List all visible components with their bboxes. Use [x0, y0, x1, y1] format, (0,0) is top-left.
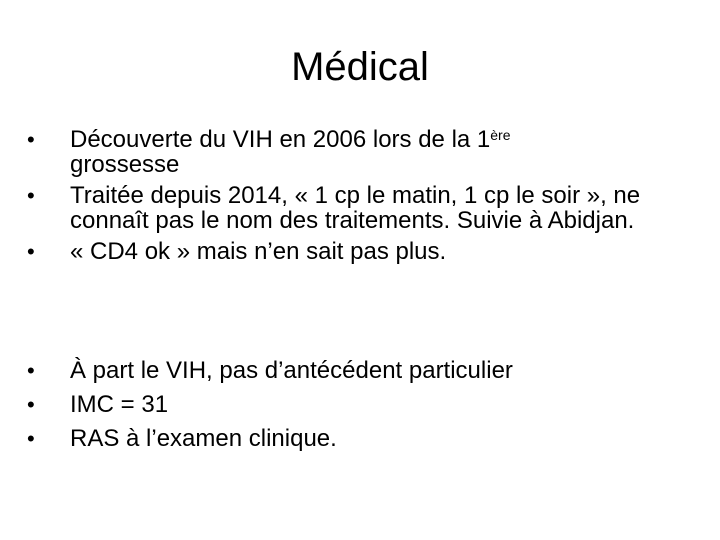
list-item-text: « CD4 ok » mais n’en sait pas plus.	[70, 238, 447, 265]
bullet-icon: •	[27, 183, 35, 208]
list-item	[0, 388, 720, 422]
superscript-text: ère	[490, 127, 511, 143]
bullet-icon: •	[27, 127, 35, 152]
slide-title: Médical	[291, 45, 429, 89]
list-item	[0, 183, 720, 233]
bullet-icon: •	[27, 426, 35, 451]
list-item-text: RAS à l’examen clinique.	[70, 425, 337, 452]
bullet-icon: •	[27, 358, 35, 383]
list-item	[0, 354, 720, 388]
bullet-group-2	[0, 354, 720, 456]
bullet-icon: •	[27, 392, 35, 417]
list-item-text: Traitée depuis 2014, « 1 cp le matin, 1 cp le soir », ne connaît pas le nom des traitements. Suivie à Abidjan.	[70, 182, 641, 234]
list-item-text: À part le VIH, pas d’antécédent particulier	[70, 357, 513, 384]
list-item-continuation: grossesse	[70, 151, 180, 178]
list-item	[0, 422, 720, 456]
list-item	[0, 127, 720, 177]
list-item-text: IMC = 31	[70, 391, 169, 418]
bullet-group-1	[0, 127, 720, 264]
list-item	[0, 239, 720, 264]
bullet-icon: •	[27, 239, 35, 264]
list-item-text: Découverte du VIH en 2006 lors de la 1	[70, 126, 491, 153]
